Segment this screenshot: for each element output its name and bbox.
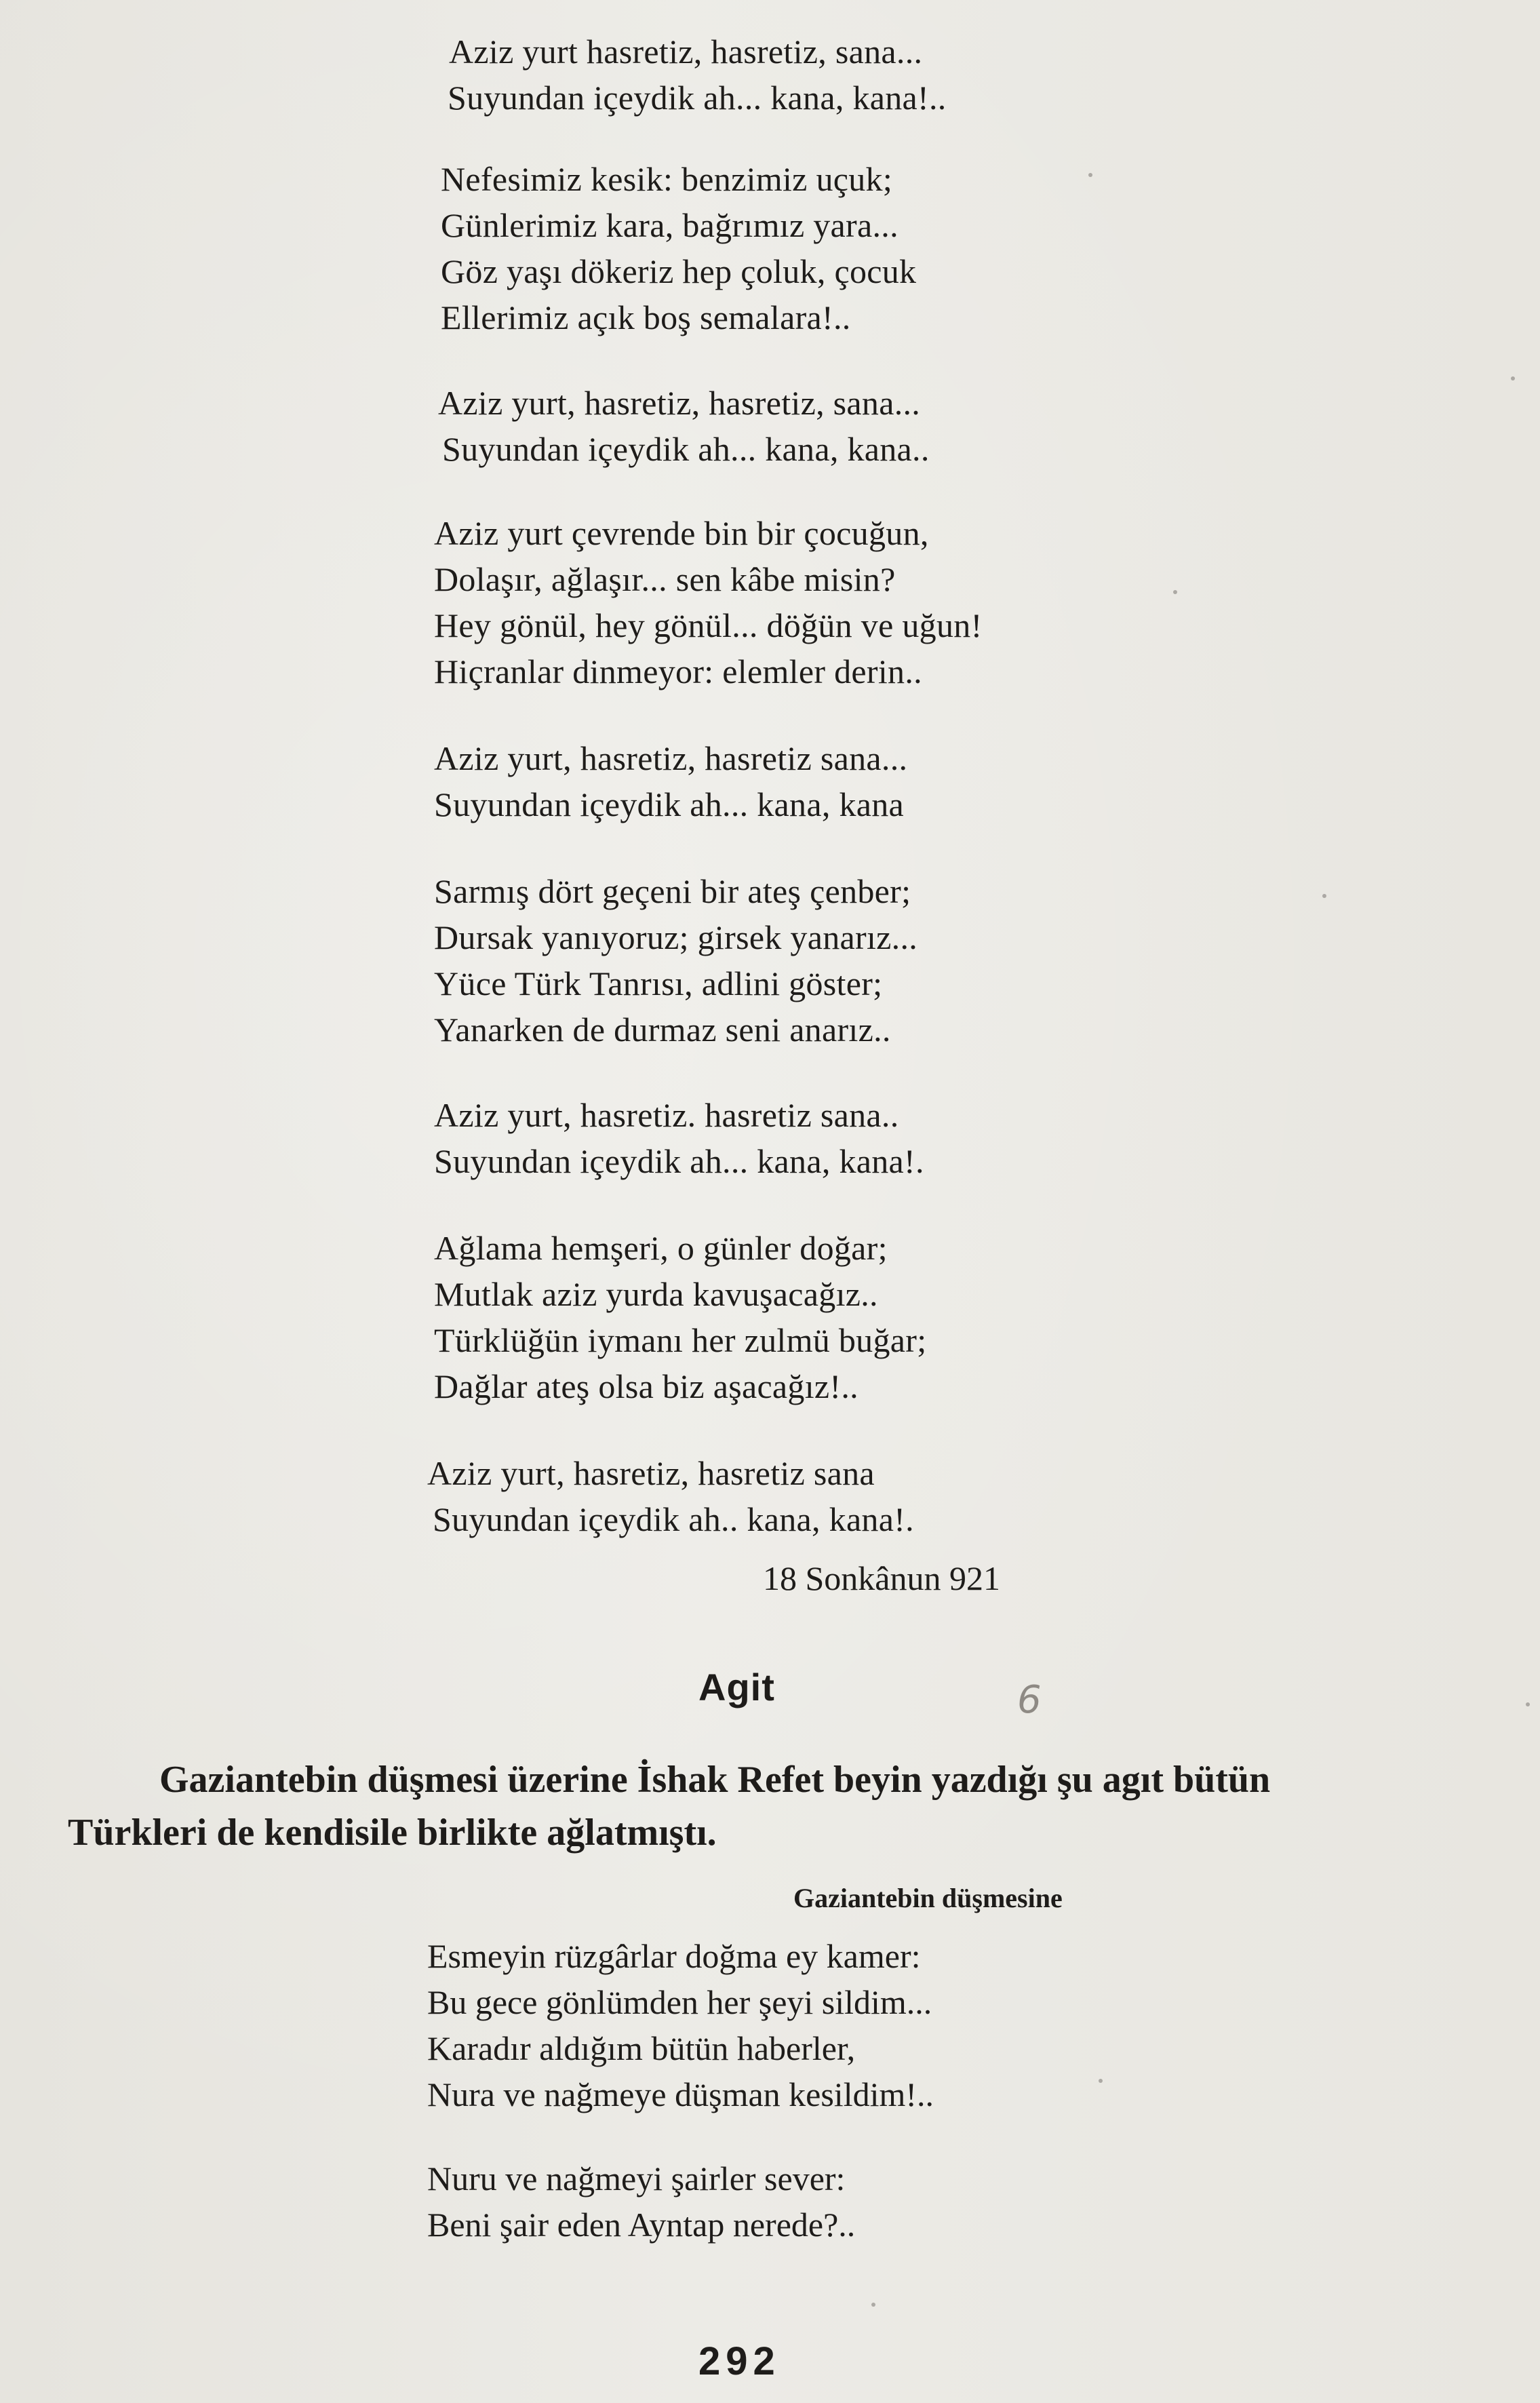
poem-line: Hiçranlar dinmeyor: elemler derin.. (434, 652, 922, 690)
poem-line: Bu gece gönlümden her şeyi sildim... (427, 1983, 932, 2021)
poem-line: Aziz yurt hasretiz, hasretiz, sana... (449, 33, 923, 71)
poem-line: Aziz yurt, hasretiz, hasretiz, sana... (438, 384, 921, 422)
poem-line: Dursak yanıyoruz; girsek yanarız... (434, 918, 918, 956)
poem-line: Günlerimiz kara, bağrımız yara... (441, 206, 899, 244)
poem-2 (427, 1933, 934, 2286)
poem-1-stanza-9 (427, 1450, 914, 1542)
poem-line: Nuru ve nağmeyi şairler sever: (427, 2160, 846, 2197)
poem-line: Esmeyin rüzgârlar doğma ey kamer: (427, 1937, 921, 1975)
section-heading: Agit (698, 1666, 775, 1708)
page-number: 292 (698, 2339, 781, 2383)
intro-line: Gaziantebin düşmesi üzerine İshak Refet beyin yazdığı şu agıt bütün (159, 1759, 1271, 1801)
poem-2-stanza-1 (427, 1933, 934, 2117)
intro-paragraph (68, 1753, 1478, 1859)
poem-line: Nura ve nağmeye düşman kesildim!.. (427, 2075, 934, 2113)
poem-line: Yanarken de durmaz seni anarız.. (434, 1011, 891, 1049)
poem-line: Ellerimiz açık boş semalara!.. (441, 298, 851, 336)
poem-line: Sarmış dört geçeni bir ateş çenber; (434, 872, 911, 910)
poem-line: Aziz yurt, hasretiz, hasretiz sana... (434, 739, 908, 777)
paper-speck (1173, 590, 1177, 594)
poem-1-stanza-5 (434, 735, 907, 827)
poem-line: Yüce Türk Tanrısı, adlini göster; (434, 964, 883, 1002)
poem-line: Göz yaşı dökeriz hep çoluk, çocuk (441, 252, 917, 290)
poem-line: Beni şair eden Ayntap nerede?.. (427, 2206, 856, 2244)
poem-line: Suyundan içeydik ah... kana, kana (434, 785, 905, 823)
poem-line: Hey gönül, hey gönül... döğün ve uğun! (434, 606, 983, 644)
poem-line: Nefesimiz kesik: benzimiz uçuk; (441, 160, 893, 198)
poem-line: Suyundan içeydik ah.. kana, kana!. (433, 1500, 914, 1538)
poem-2-stanza-2 (427, 2155, 934, 2248)
poem-1-stanza-4 (434, 510, 983, 695)
poem-1-stanza-2 (434, 156, 916, 340)
poem-1-stanza-6 (434, 868, 917, 1053)
poem-line: Aziz yurt çevrende bin bir çocuğun, (434, 514, 929, 552)
poem-line: Aziz yurt, hasretiz. hasretiz sana.. (434, 1096, 899, 1134)
poem-1-stanza-1 (434, 28, 947, 121)
pencil-annotation: 6 (1017, 1678, 1042, 1722)
poem-line: Suyundan içeydik ah... kana, kana!. (434, 1142, 924, 1180)
poem-line: Suyundan içeydik ah... kana, kana!.. (448, 79, 947, 117)
poem-1-stanza-3 (434, 380, 930, 472)
intro-line: Türkleri de kendisile birlikte ağlatmıştı. (68, 1812, 717, 1854)
poem-line: Mutlak aziz yurda kavuşacağız.. (434, 1275, 878, 1313)
paper-speck (1322, 894, 1326, 898)
poem-line: Suyundan içeydik ah... kana, kana.. (442, 430, 930, 468)
paper-speck (1526, 1702, 1530, 1706)
poem-date: 18 Sonkânun 921 (763, 1559, 1000, 1597)
poem-1-stanza-8 (434, 1225, 926, 1409)
poem-line: Aziz yurt, hasretiz, hasretiz sana (427, 1454, 875, 1492)
poem-line: Ağlama hemşeri, o günler doğar; (434, 1229, 888, 1267)
paper-speck (1511, 376, 1515, 380)
paper-speck (1099, 2079, 1103, 2083)
poem-1-stanza-7 (434, 1092, 924, 1184)
poem-line: Dolaşır, ağlaşır... sen kâbe misin? (434, 560, 896, 598)
poem-line: Dağlar ateş olsa biz aşacağız!.. (434, 1367, 858, 1405)
poem-line: Türklüğün iymanı her zulmü buğar; (434, 1321, 927, 1359)
paper-speck (1088, 173, 1092, 177)
poem-line: Karadır aldığım bütün haberler, (427, 2029, 856, 2067)
poem-subtitle: Gaziantebin düşmesine (793, 1883, 1063, 1913)
paper-speck (871, 2303, 875, 2307)
